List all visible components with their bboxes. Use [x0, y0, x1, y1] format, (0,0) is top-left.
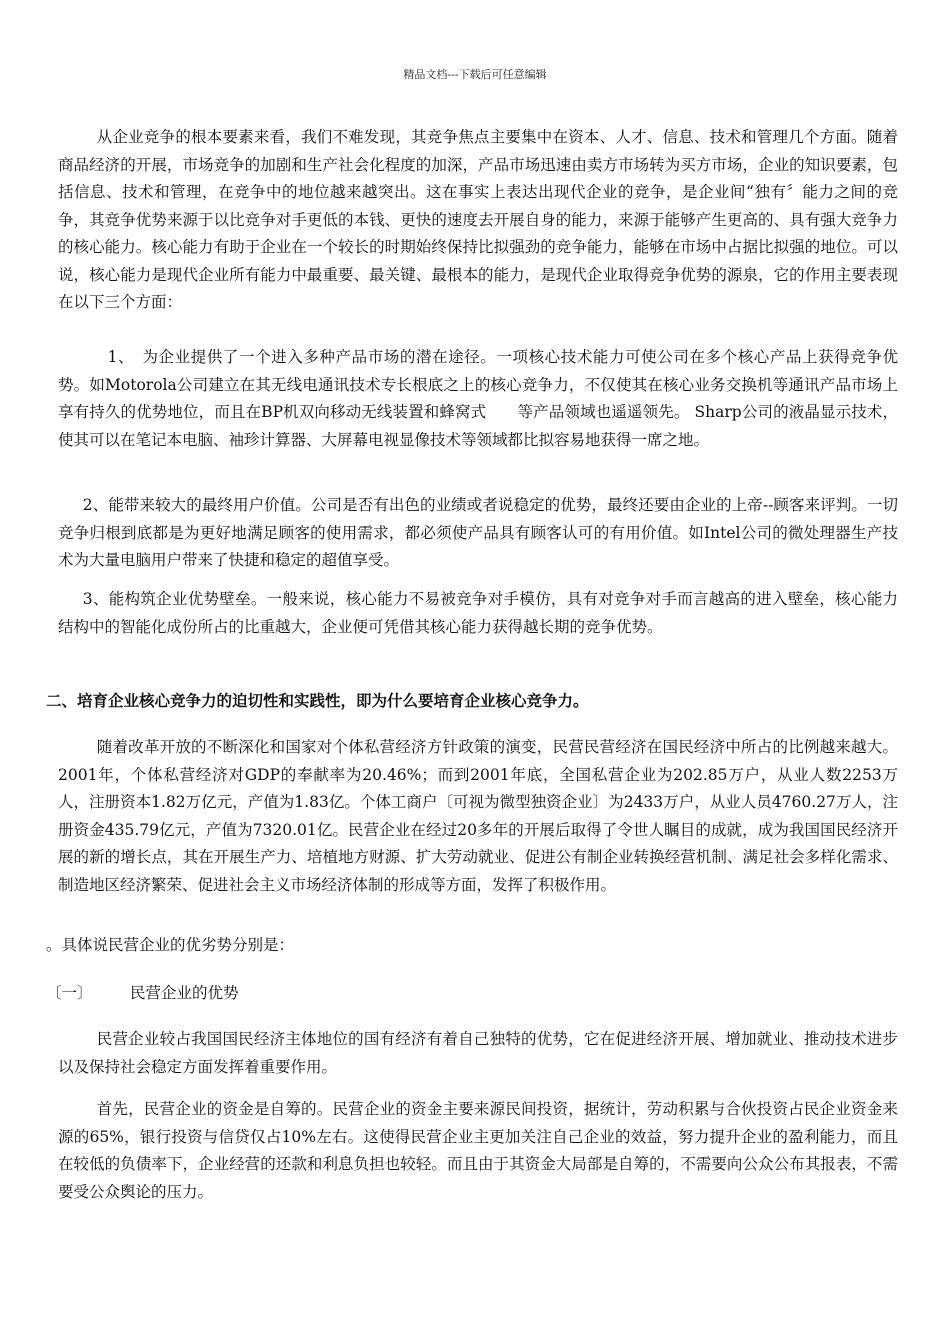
paragraph-self-raised-funds: 首先，民营企业的资金是自筹的。民营企业的资金主要来源民间投资，据统计，劳动积累与合伙投资占民企业资金来源的65%，银行投资与信贷仅占10%左右。这使得民营企业主更加关注自己企业的效益，努力提升企业的盈利能力，而且在较低的负债率下，企业经营的还款和利息负担也较轻。而且由于其资金大局部是自筹的，不需要向公众公布其报表，不需要受公众舆论的压力。: [58, 1100, 898, 1201]
paragraph-point-1: 1、 为企业提供了一个进入多种产品市场的潜在途径。一项核心技术能力可使公司在多个核心产品上获得竞争优势。如Motorola公司建立在其无线电通讯技术专长根底之上的核心竞争力，不仅使其在核心业务交换机等通讯产品市场上享有持久的优势地位，而且在BP机双向移动无线装置和蜂窝式 等产品领域也遥遥领先。 Sharp公司的液晶显示技术，使其可以在笔记本电脑、袖珍计算器、大屏幕电视显像技术等领域都比拟容易地获得一席之地。: [58, 348, 898, 449]
paragraph-point-3: 3、能构筑企业优势壁垒。一般来说，核心能力不易被竞争对手模仿，具有对竞争对手而言越高的进入壁垒，核心能力结构中的智能化成份所占的比重越大，企业便可凭借其核心能力获得越长期的竞争优势。: [58, 590, 898, 636]
subsection-title: 民营企业的优势: [130, 984, 239, 1002]
paragraph-core-competence-intro: 从企业竞争的根本要素来看，我们不难发现，其竞争焦点主要集中在资本、人才、信息、技术和管理几个方面。随着商品经济的开展，市场竞争的加剧和生产社会化程度的加深，产品市场迅速由卖方市场转为买方市场，企业的知识要素，包括信息、技术和管理，在竞争中的地位越来越突出。这在事实上表达出现代企业的竞争，是企业间“独有〞能力之间的竞争，其竞争优势来源于以比竞争对手更低的本钱、更快的速度去开展自身的能力，来源于能够产生更高的、具有强大竞争力的核心能力。核心能力有助于企业在一个较长的时期始终保持比拟强劲的竞争能力，能够在市场中占据比拟强的地位。可以说，核心能力是现代企业所有能力中最重要、最关键、最根本的能力，是现代企业取得竞争优势的源泉，它的作用主要表现在以下三个方面：: [58, 128, 898, 311]
subsection-number: 〔一〕: [46, 984, 93, 1002]
section-heading-2: 二、培育企业核心竞争力的迫切性和实践性，即为什么要培育企业核心竞争力。: [46, 692, 589, 710]
paragraph-private-advantages: 民营企业较占我国国民经济主体地位的国有经济有着自己独特的优势，它在促进经济开展、增加就业、推动技术进步以及保持社会稳定方面发挥着重要作用。: [58, 1030, 898, 1076]
page-header: 精品文档---下载后可任意编辑: [403, 68, 547, 81]
paragraph-point-2: 2、能带来较大的最终用户价值。公司是否有出色的业绩或者说稳定的优势，最终还要由企业的上帝--顾客来评判。一切竞争归根到底都是为更好地满足顾客的使用需求，都必须使产品具有顾客认可的有用价值。如Intel公司的微处理器生产技术为大量电脑用户带来了快捷和稳定的超值享受。: [58, 496, 898, 569]
paragraph-private-economy: 随着改革开放的不断深化和国家对个体私营经济方针政策的演变，民营民营经济在国民经济中所占的比例越来越大。2001年，个体私营经济对GDP的奉献率为20.46%；而到2001年底，全国私营企业为202.85万户，从业人数2253万人，注册资本1.82万亿元，产值为1.83亿。个体工商户〔可视为微型独资企业〕为2433万户，从业人员4760.27万人，注册资金435.79亿元，产值为7320.01亿。民营企业在经过20多年的开展后取得了令世人瞩目的成就，成为我国国民经济开展的新的增长点，其在开展生产力、培植地方财源、扩大劳动就业、促进公有制企业转换经营机制、满足社会多样化需求、制造地区经济繁荣、促进社会主义市场经济体制的形成等方面，发挥了积极作用。: [58, 738, 898, 894]
paragraph-pros-cons-intro: 。具体说民营企业的优劣势分别是：: [46, 936, 295, 954]
